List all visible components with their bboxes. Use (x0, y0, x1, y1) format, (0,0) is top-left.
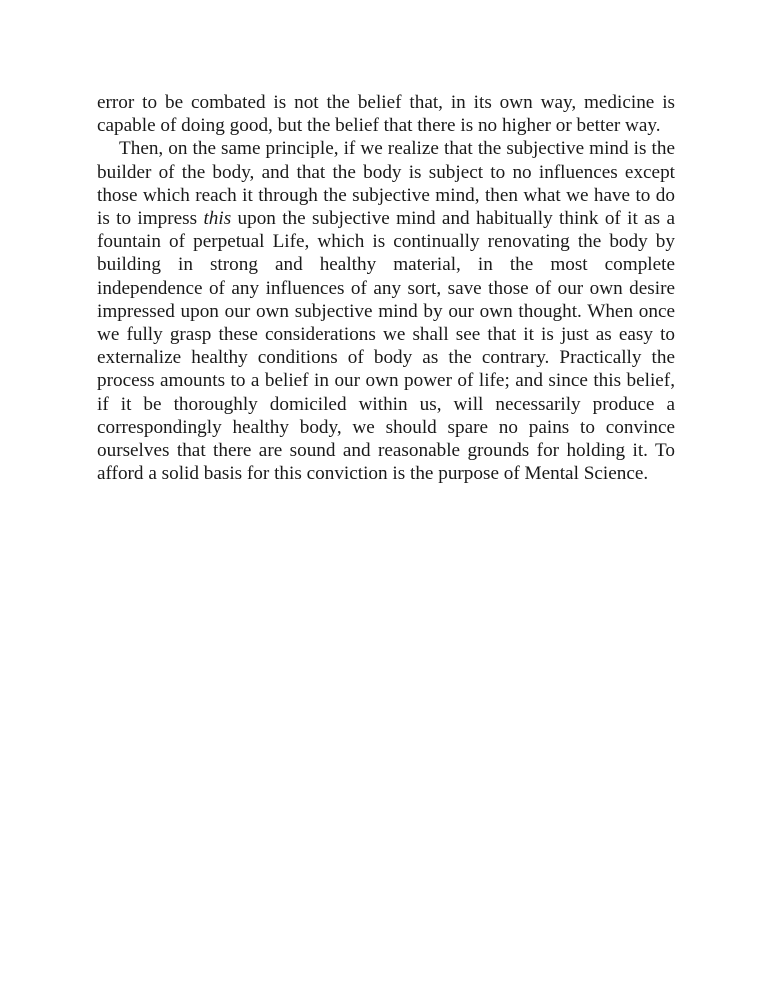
body-text (97, 91, 675, 485)
paragraph-text-start: Then, on the same principle, if we realize that the subjective mind is the builder of the body, and that the body is subject to no influences except those which reach it through the subjective mind, then what we have to do is to impress (97, 138, 675, 230)
italic-emphasis: this (203, 208, 232, 230)
paragraph-mental-science (97, 137, 675, 485)
paragraph-continuation: error to be combated is not the belief that, in its own way, medicine is capable of doing good, but the belief that there is no higher or better way. (97, 92, 675, 137)
paragraph-text-end: upon the subjective mind and habitually think of it as a fountain of perpetual Life, which is continually renovating the body by building in strong and healthy material, in the most complete independence of any influences of any sort, save those of our own desire impressed upon our own subjective mind by our own thought. When once we fully grasp these considerations we shall see that it is just as easy to externalize healthy conditions of body as the contrary. Practically the process amounts to a belief in our own power of life; and since this belief, if it be thoroughly domiciled within us, will necessarily produce a correspondingly healthy body, we should spare no pains to convince ourselves that there are sound and reasonable grounds for holding it. To afford a solid basis for this conviction is the purpose of Mental Science. (97, 208, 675, 485)
